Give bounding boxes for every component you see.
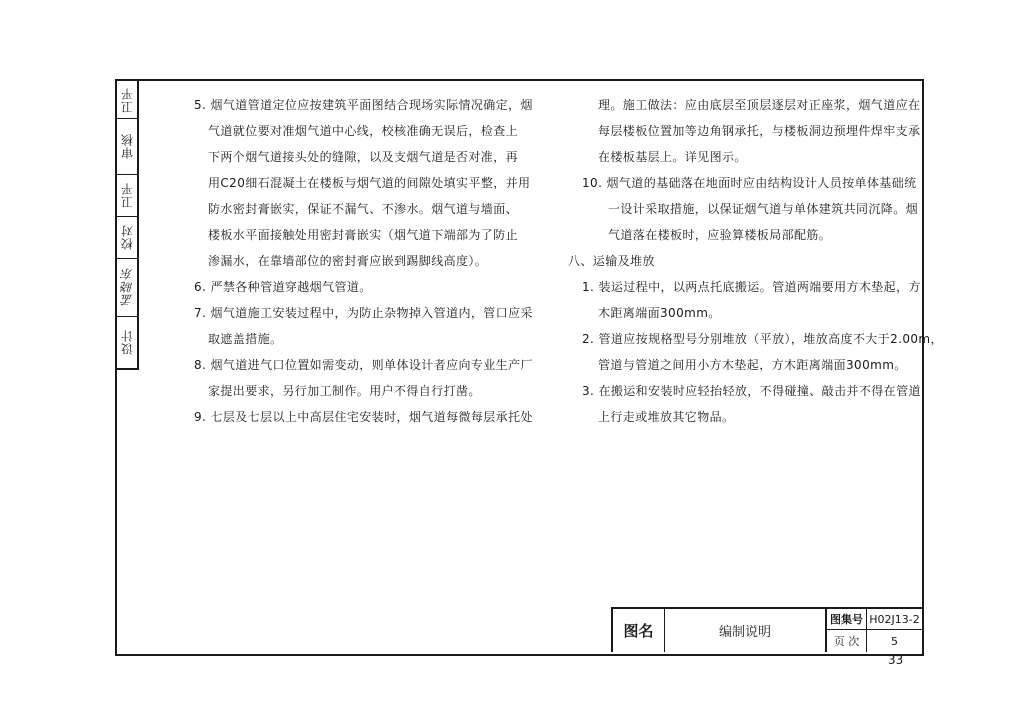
transport-1-line-1: 1. 装运过程中，以两点托底搬运。管道两端要用方木垫起，方 [582, 280, 921, 294]
transport-2-line-1: 2. 管道应按规格型号分别堆放（平放），堆放高度不大于2.00m， [582, 332, 943, 346]
note-9-line-4: 在楼板基层上。详见图示。 [598, 150, 747, 164]
note-5-line-6: 楼板水平面接触处用密封膏嵌实（烟气道下端部为了防止 [208, 228, 519, 242]
note-9-line-2: 理。施工做法：应由底层至顶层逐层对正座浆，烟气道应在 [598, 98, 921, 112]
note-6: 6. 严禁各种管道穿越烟气管道。 [194, 280, 372, 294]
transport-1-line-2: 木距离端面300mm。 [598, 306, 721, 320]
note-8-line-1: 8. 烟气道进气口位置如需变动，则单体设计者应向专业生产厂 [194, 358, 533, 372]
note-10-line-2: 一设计采取措施，以保证烟气道与单体建筑共同沉降。烟 [608, 202, 919, 216]
signature-sidebar [117, 81, 139, 370]
page-number: 33 [888, 653, 904, 667]
proof-sign: 卫平 [120, 182, 135, 208]
note-9-line-1: 9. 七层及七层以上中高层住宅安装时，烟气道每微每层承托处 [194, 410, 533, 424]
note-7-line-1: 7. 烟气道施工安装过程中，为防止杂物掉入管道内，管口应采 [194, 306, 533, 320]
note-8-line-2: 家提出要求，另行加工制作。用户不得自行打凿。 [208, 384, 481, 398]
page-label: 页 次 [827, 630, 867, 652]
note-5-line-5: 防水密封膏嵌实，保证不漏气、不渗水。烟气道与墙面、 [208, 202, 519, 216]
note-10-line-3: 气道落在楼板时，应验算楼板局部配筋。 [608, 228, 832, 242]
note-7-line-2: 取遮盖措施。 [208, 332, 283, 346]
check-label: 审核 [120, 133, 135, 159]
transport-2-line-2: 管道与管道之间用小方木垫起，方木距离端面300mm。 [598, 358, 907, 372]
notes-right-column [568, 92, 943, 430]
design-label: 设计 [120, 329, 135, 355]
page-value: 5 [891, 634, 898, 648]
proof-label: 校对 [120, 224, 135, 250]
note-5-line-7: 渗漏水，在靠墙部位的密封膏应嵌到踢脚线高度）。 [208, 254, 488, 268]
transport-3-line-2: 上行走或堆放其它物品。 [598, 410, 735, 424]
drawing-name-value: 编制说明 [665, 609, 827, 652]
atlas-number-label: 图集号 [827, 609, 867, 630]
note-5-line-3: 下两个烟气道接头处的缝隙，以及支烟气道是否对准，再 [208, 150, 519, 164]
note-9-line-3: 每层楼板位置加等边角钢承托，与楼板洞边预埋件焊牢支承 [598, 124, 921, 138]
section-8-heading: 八、运输及堆放 [568, 254, 655, 268]
atlas-number-value: H02J13-2 [867, 609, 922, 630]
notes-left-column [194, 92, 533, 430]
note-5-line-1: 5. 烟气道管道定位应按建筑平面图结合现场实际情况确定，烟 [194, 98, 533, 112]
transport-3-line-1: 3. 在搬运和安装时应轻抬轻放，不得碰撞、敲击并不得在管道 [582, 384, 921, 398]
approve-sign: 卫平 [120, 87, 135, 113]
design-sign: 孟晓东 [120, 267, 135, 307]
note-5-line-2: 气道就位要对准烟气道中心线，校核准确无误后，检查上 [208, 124, 519, 138]
note-10-line-1: 10. 烟气道的基础落在地面时应由结构设计人员按单体基础统 [582, 176, 917, 190]
drawing-name-label: 图名 [613, 609, 665, 652]
title-block [611, 607, 922, 652]
note-5-line-4: 用C20细石混凝土在楼板与烟气道的间隙处填实平整，并用 [208, 176, 531, 190]
